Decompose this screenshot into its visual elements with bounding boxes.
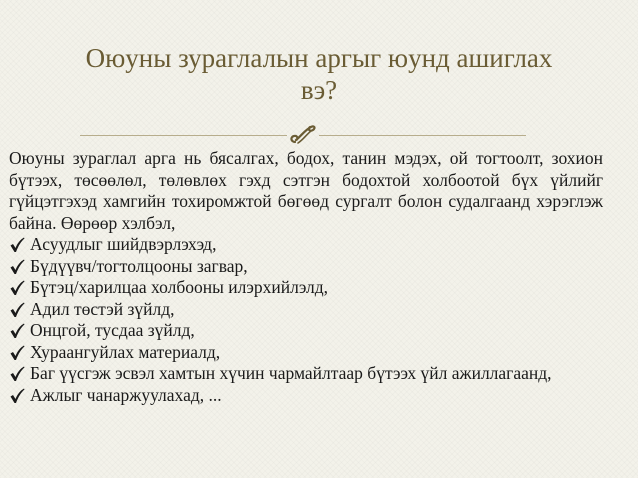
title-divider	[80, 128, 526, 148]
bullet-text: Бүтэц/харилцаа холбооны илэрхийлэлд,	[30, 277, 329, 297]
bullet-text: Баг үүсгэж эсвэл хамтын хүчин чармайлтаар бүтээх үйл ажиллагаанд,	[30, 363, 552, 383]
bullet-text: Адил төстэй зүйлд,	[30, 298, 175, 319]
scroll-flourish-icon	[289, 122, 317, 148]
checkmark-icon	[9, 279, 25, 296]
checkmark-icon	[9, 301, 25, 318]
slide-title	[40, 42, 598, 106]
bullet-item	[9, 363, 603, 385]
checkmark-icon	[9, 322, 25, 339]
slide-body	[9, 148, 603, 406]
bullet-item	[9, 385, 603, 407]
title-line-2: вэ?	[300, 75, 338, 105]
divider-line-right	[319, 135, 526, 136]
bullet-item	[9, 299, 603, 321]
bullet-item	[9, 277, 603, 299]
checkmark-icon	[9, 365, 25, 382]
checkmark-icon	[9, 344, 25, 361]
bullet-text: Ажлыг чанаржуулахад, ...	[30, 384, 222, 405]
title-line-1: Оюуны зураглалын аргыг юунд ашиглах	[85, 43, 553, 73]
intro-paragraph: Оюуны зураглал арга нь бясалгах, бодох, танин мэдэх, ой тогтоолт, зохион бүтээх, төсөөлөл, төлөвлөх гэхд сэтгэн бодохтой холбоотой бүх үйлийг гүйцэтгэхэд хамгийн тохиромжтой бөгөөд сургалт болон судалгаанд хэрэглэж байна. Өөрөөр хэлбэл,	[9, 148, 603, 233]
bullet-item	[9, 234, 603, 256]
bullet-text: Бүдүүвч/тогтолцооны загвар,	[30, 255, 248, 276]
bullet-text: Асуудлыг шийдвэрлэхэд,	[30, 234, 217, 254]
checkmark-icon	[9, 387, 25, 404]
bullet-item	[9, 256, 603, 278]
bullet-item	[9, 320, 603, 342]
bullet-item	[9, 342, 603, 364]
bullet-text: Хураангуйлах материалд,	[30, 341, 221, 362]
checkmark-icon	[9, 236, 25, 253]
bullet-list	[9, 234, 603, 406]
bullet-text: Онцгой, тусдаа зүйлд,	[30, 320, 195, 340]
checkmark-icon	[9, 258, 25, 275]
divider-line-left	[80, 135, 287, 136]
